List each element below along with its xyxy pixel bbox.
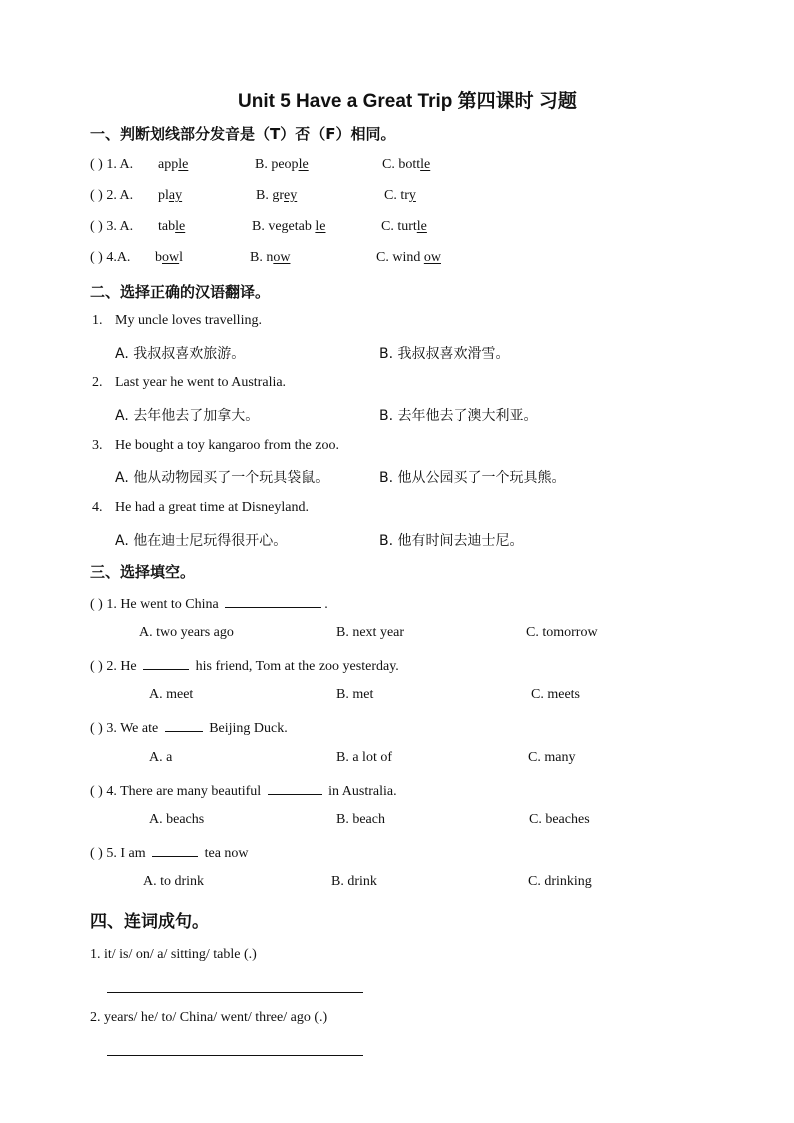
- option-b: B. now: [250, 250, 291, 265]
- question-text: ( ) 1. He went to China .: [90, 594, 328, 613]
- option-c: C. beaches: [529, 812, 590, 827]
- option-c: C. turtle: [381, 219, 427, 234]
- option-c: C. wind ow: [376, 250, 441, 265]
- question-number: 4.: [92, 500, 103, 515]
- question-sentence: He bought a toy kangaroo from the zoo.: [115, 438, 339, 453]
- question-sentence: Last year he went to Australia.: [115, 375, 287, 390]
- section-2-heading: 二、选择正确的汉语翻译。: [90, 283, 271, 301]
- question-text: 2. years/ he/ to/ China/ went/ three/ ago (.): [90, 1010, 328, 1025]
- question-prefix: ( ) 4.A.: [90, 250, 131, 265]
- option-b: B. people: [255, 157, 309, 172]
- option-c: C. tomorrow: [526, 625, 598, 640]
- option-c: C. meets: [531, 687, 580, 702]
- option-a: bowl: [155, 250, 184, 265]
- option-c: C. drinking: [528, 874, 592, 889]
- answer-blank[interactable]: [165, 718, 203, 732]
- question-text: ( ) 3. We ate Beijing Duck.: [90, 718, 288, 737]
- option-a: play: [158, 188, 183, 203]
- option-a: A. meet: [149, 687, 194, 702]
- answer-blank[interactable]: [152, 843, 198, 857]
- option-c: C. many: [528, 750, 576, 765]
- option-b: B. met: [336, 687, 374, 702]
- answer-blank[interactable]: [225, 594, 321, 608]
- option-b: B. next year: [336, 625, 405, 640]
- answer-blank[interactable]: [268, 781, 322, 795]
- option-a: table: [158, 219, 186, 234]
- question-text: ( ) 5. I am tea now: [90, 843, 249, 862]
- option-a: A. 他从动物园买了一个玩具袋鼠。: [115, 470, 330, 486]
- answer-blank[interactable]: [143, 656, 189, 670]
- option-b: B. drink: [331, 874, 377, 889]
- question-text: ( ) 4. There are many beautiful in Australia.: [90, 781, 397, 800]
- question-text: ( ) 2. He his friend, Tom at the zoo yesterday.: [90, 656, 399, 675]
- option-b: B. beach: [336, 812, 385, 827]
- page-title: Unit 5 Have a Great Trip 第四课时 习题: [238, 91, 577, 112]
- option-b: B. 我叔叔喜欢滑雪。: [379, 346, 510, 362]
- section-3-heading: 三、选择填空。: [90, 563, 196, 581]
- question-prefix: ( ) 3. A.: [90, 219, 134, 234]
- question-number: 2.: [92, 375, 103, 390]
- option-a: A. 他在迪士尼玩得很开心。: [115, 533, 288, 549]
- option-a: A. a: [149, 750, 173, 765]
- question-prefix: ( ) 2. A.: [90, 188, 134, 203]
- option-a: A. to drink: [143, 874, 205, 889]
- section-1-heading: 一、判断划线部分发音是（T）否（F）相同。: [90, 125, 396, 143]
- question-sentence: My uncle loves travelling.: [115, 313, 262, 328]
- option-a: apple: [158, 157, 189, 172]
- option-b: B. 他从公园买了一个玩具熊。: [379, 470, 566, 486]
- option-c: C. bottle: [382, 157, 431, 172]
- section-4-heading: 四、连词成句。: [90, 912, 209, 932]
- option-b: B. 去年他去了澳大利亚。: [379, 408, 538, 424]
- option-c: C. try: [384, 188, 416, 203]
- question-sentence: He had a great time at Disneyland.: [115, 500, 309, 515]
- question-prefix: ( ) 1. A.: [90, 157, 134, 172]
- option-a: A. 去年他去了加拿大。: [115, 408, 260, 424]
- answer-line[interactable]: [107, 992, 363, 993]
- option-a: A. 我叔叔喜欢旅游。: [115, 346, 246, 362]
- answer-line[interactable]: [107, 1055, 363, 1056]
- option-a: A. two years ago: [139, 625, 234, 640]
- question-text: 1. it/ is/ on/ a/ sitting/ table (.): [90, 947, 257, 962]
- option-b: B. a lot of: [336, 750, 392, 765]
- option-b: B. grey: [256, 188, 298, 203]
- question-number: 1.: [92, 313, 103, 328]
- option-b: B. vegetab le: [252, 219, 326, 234]
- question-number: 3.: [92, 438, 103, 453]
- option-b: B. 他有时间去迪士尼。: [379, 533, 524, 549]
- option-a: A. beachs: [149, 812, 205, 827]
